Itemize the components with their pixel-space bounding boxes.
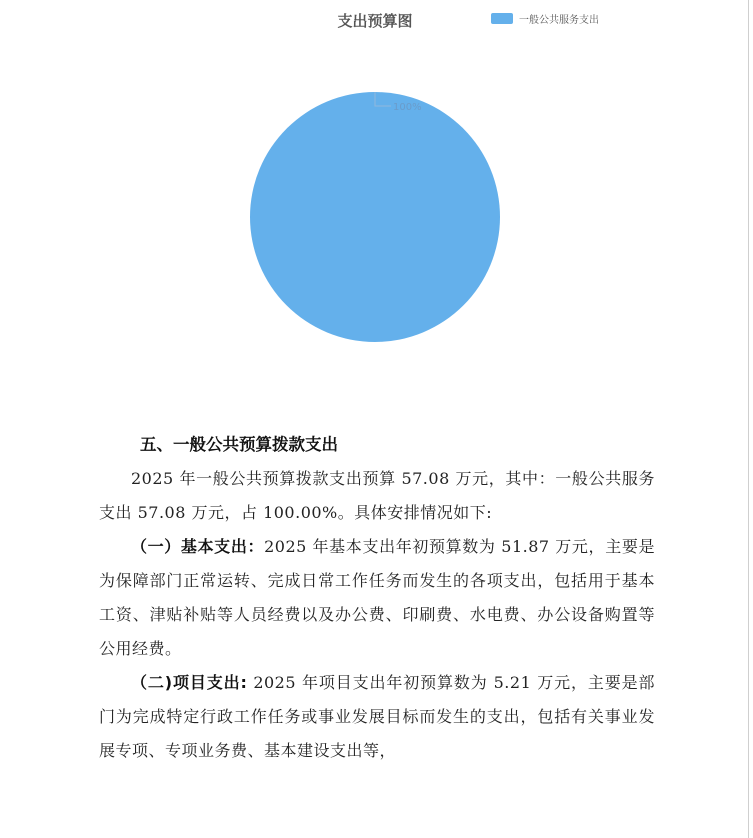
section-heading: 五、一般公共预算拨款支出 <box>140 435 338 454</box>
intro-paragraph: 2025 年一般公共预算拨款支出预算 57.08 万元，其中：一般公共服务支出 57.08 万元，占 100.00%。具体安排情况如下: <box>99 469 655 522</box>
project-expenditure-label: （二)项目支出: <box>131 673 248 692</box>
basic-expenditure-text: 2025 年基本支出年初预算数为 51.87 万元，主要是为保障部门正常运转、完成日常工作任务而发生的各项支出，包括用于基本工资、津贴补贴等人员经费以及办公费、印刷费、水电费、办公设备购置等公用经费。 <box>99 537 655 658</box>
legend-label: 一般公共服务支出 <box>519 15 599 26</box>
project-expenditure-text: 2025 年项目支出年初预算数为 5.21 万元，主要是部门为完成特定行政工作任务或事业发展目标而发生的支出，包括有关事业发展专项、专项业务费、基本建设支出等， <box>99 673 655 760</box>
document-body <box>99 428 655 768</box>
basic-expenditure-label: （一）基本支出： <box>131 537 265 556</box>
project-expenditure-paragraph <box>99 666 655 768</box>
pie-chart <box>0 0 753 400</box>
pie-slice[interactable] <box>250 92 500 342</box>
slice-data-label: 100% <box>393 102 422 113</box>
basic-expenditure-paragraph <box>99 530 655 666</box>
chart-title: 支出预算图 <box>337 12 413 30</box>
